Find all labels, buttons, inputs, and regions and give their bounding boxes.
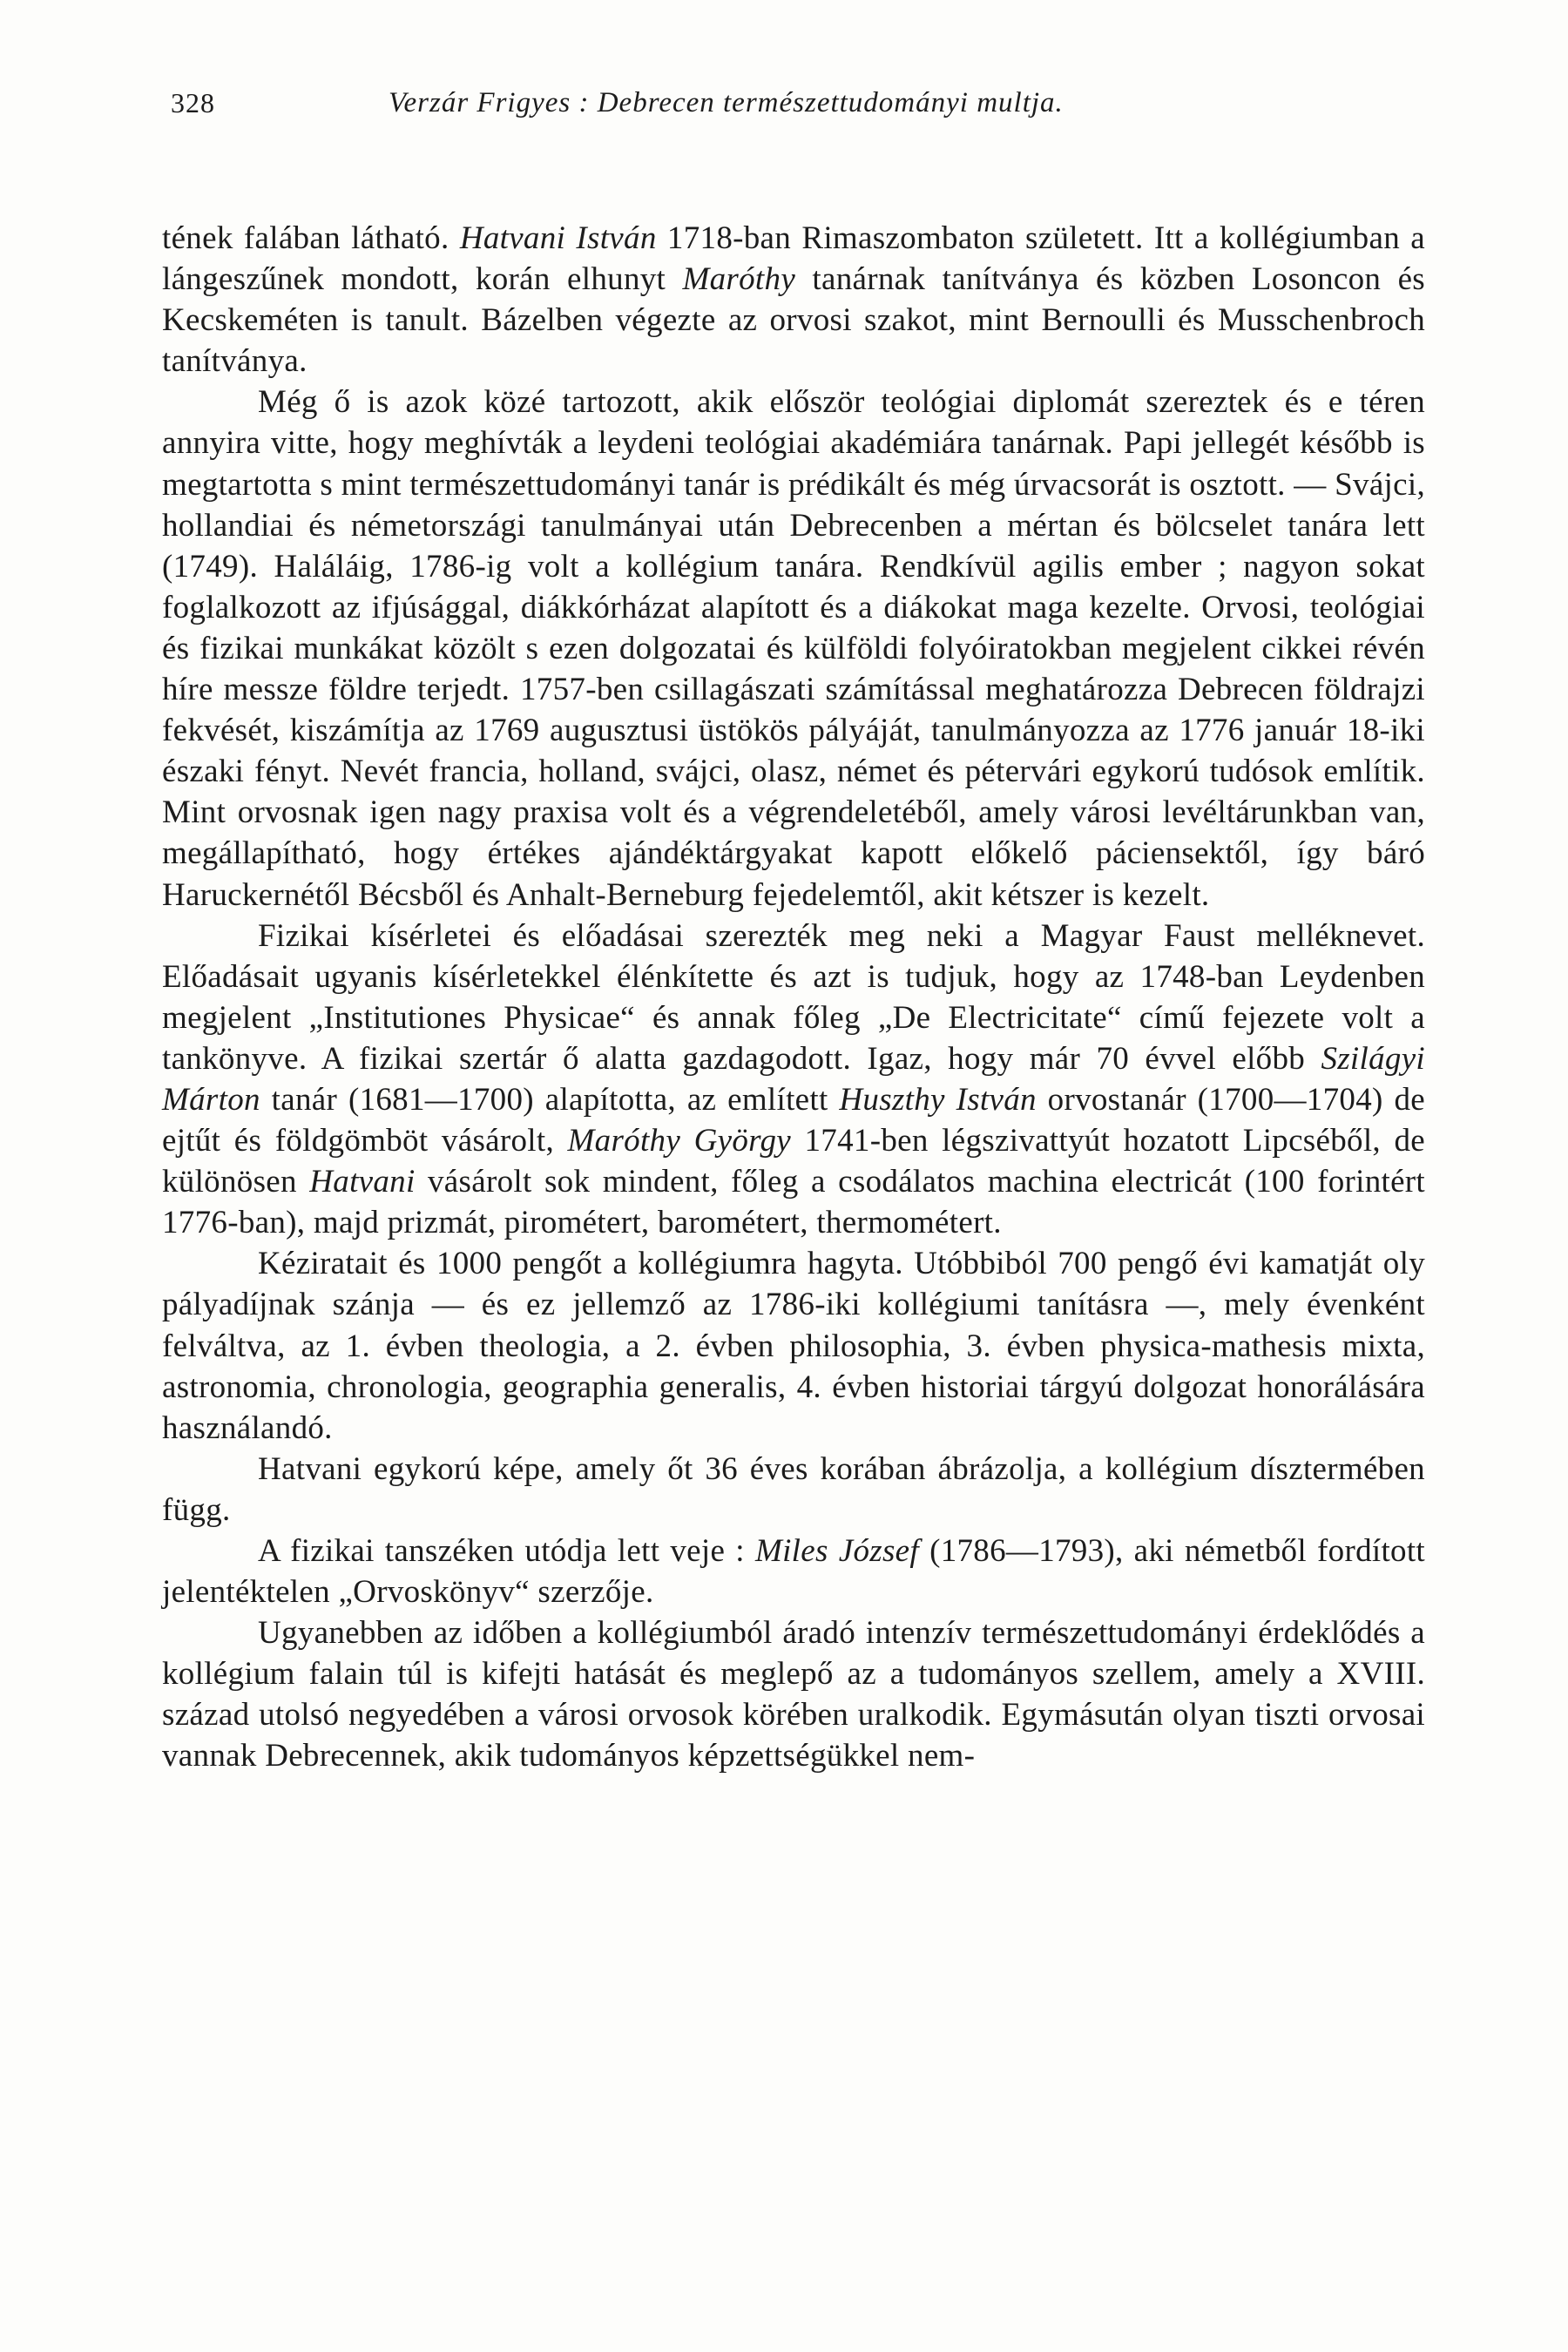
text-run: Hatvani egykorú képe, amely őt 36 éves korában ábrázolja, a kollégium dísztermében függ. [162,1450,1425,1528]
text-run: tének falában látható. [162,220,460,256]
italic-name: Szilágyi Márton [162,1040,1425,1118]
italic-name: Maróthy [682,261,796,298]
text-run: 1741-ben légszivattyút hozatott Lipcséből, de különösen [162,1123,1425,1200]
paragraph [162,382,1425,915]
paragraph [162,1449,1425,1531]
italic-name: Maróthy György [567,1123,791,1159]
text-run: Kéziratait és 1000 pengőt a kollégiumra hagyta. Utóbbiból 700 pengő évi kamatját oly pályadíjnak szánja — és ez jellemző az 1786-iki kollégiumi tanításra —, mely évenként felváltva, az 1. évben theologia, a 2. évben philosophia, 3. évben physica-mathesis mixta, astronomia, chronologia, geographia generalis, 4. évben historiai tárgyú dolgozat honorálására használandó. [162,1246,1425,1446]
paragraph [162,1612,1425,1776]
text-run: A fizikai tanszéken utódja lett veje : [258,1533,755,1569]
text-run: Ugyanebben az időben a kollégiumból áradó intenzív természettudományi érdeklődés a kollégium falain túl is kifejti hatását és meglepő az a tudományos szellem, amely a XVIII. század utolsó negyedében a városi orvosok körében uralkodik. Egymásután olyan tiszti orvosai vannak Debrecennek, akik tudományos képzettségükkel nem- [162,1615,1425,1774]
text-run: orvostanár (1700—1704) de ejtűt és földgömböt vásárolt, [162,1081,1426,1159]
paragraph [162,916,1425,1244]
paragraph [162,1531,1425,1612]
text-run: tanár (1681—1700) alapította, az említett [260,1081,840,1118]
text-run: 1718-ban Rimaszombaton született. Itt a kollégiumban a lángeszűnek mondott, korán elhunyt [162,220,1426,298]
text-run: vásárolt sok mindent, főleg a csodálatos machina electricát (100 forintért 1776-ban), majd prizmát, pirométert, barométert, thermométert. [162,1164,1425,1241]
running-head: Verzár Frigyes : Debrecen természettudományi multja. [389,87,1064,118]
page-number: 328 [171,87,215,118]
paragraph [162,1243,1425,1448]
text-run: (1786—1793), aki németből fordított jelentéktelen „Orvoskönyv“ szerzője. [162,1533,1425,1611]
text-run: tanárnak tanítványa és közben Losoncon és Kecskeméten is tanult. Bázelben végezte az orvosi szakot, mint Bernoulli és Musschenbroch tanítványa. [162,261,1426,380]
italic-name: Hatvani István [459,220,657,256]
paragraph [162,218,1425,382]
text-run: Fizikai kísérletei és előadásai szerezték meg neki a Magyar Faust melléknevet. Előadásait ugyanis kísérletekkel élénkítette és azt is tudjuk, hogy az 1748-ban Leydenben megjelent „Institutiones Physicae“ és annak főleg „De Electricitate“ című fejezete volt a tankönyve. A fizikai szertár ő alatta gazdagodott. Igaz, hogy már 70 évvel előbb [162,917,1425,1077]
italic-name: Huszthy István [839,1081,1037,1118]
body-text [162,218,1425,1777]
page-header [171,87,1425,131]
italic-name: Hatvani [309,1164,416,1200]
text-run: Még ő is azok közé tartozott, akik először teológiai diplomát szereztek és e téren annyira vitte, hogy meghívták a leydeni teológiai akadémiára tanárnak. Papi jellegét később is megtartotta s mint természettudományi tanár is prédikált és még úrvacsorát is osztott. — Svájci, hollandiai és németországi tanulmányai után Debrecenben a mértan és bölcselet tanára lett (1749). Haláláig, 1786-ig volt a kollégium tanára. Rendkívül agilis ember ; nagyon sokat foglalkozott az ifjúsággal, diákkórházat alapított és a diákokat maga kezelte. Orvosi, teológiai és fizikai munkákat közölt s ezen dolgozatai és külföldi folyóiratokban megjelent cikkei révén híre messze földre terjedt. 1757-ben csillagászati számítással meghatározza Debrecen földrajzi fekvését, kiszámítja az 1769 augusztusi üstökös pályáját, tanulmányozza az 1776 január 18-iki északi fényt. Nevét francia, holland, svájci, olasz, német és pétervári egykorú tudósok említik. Mint orvosnak igen nagy praxisa volt és a végrendeletéből, amely városi levéltárunkban van, megállapítható, hogy értékes ajándéktárgyakat kapott előkelő páciensektől, így báró Haruckernétől Bécsből és Anhalt-Berneburg fejedelemtől, akit kétszer is kezelt. [162,384,1425,913]
italic-name: Miles József [754,1533,919,1569]
